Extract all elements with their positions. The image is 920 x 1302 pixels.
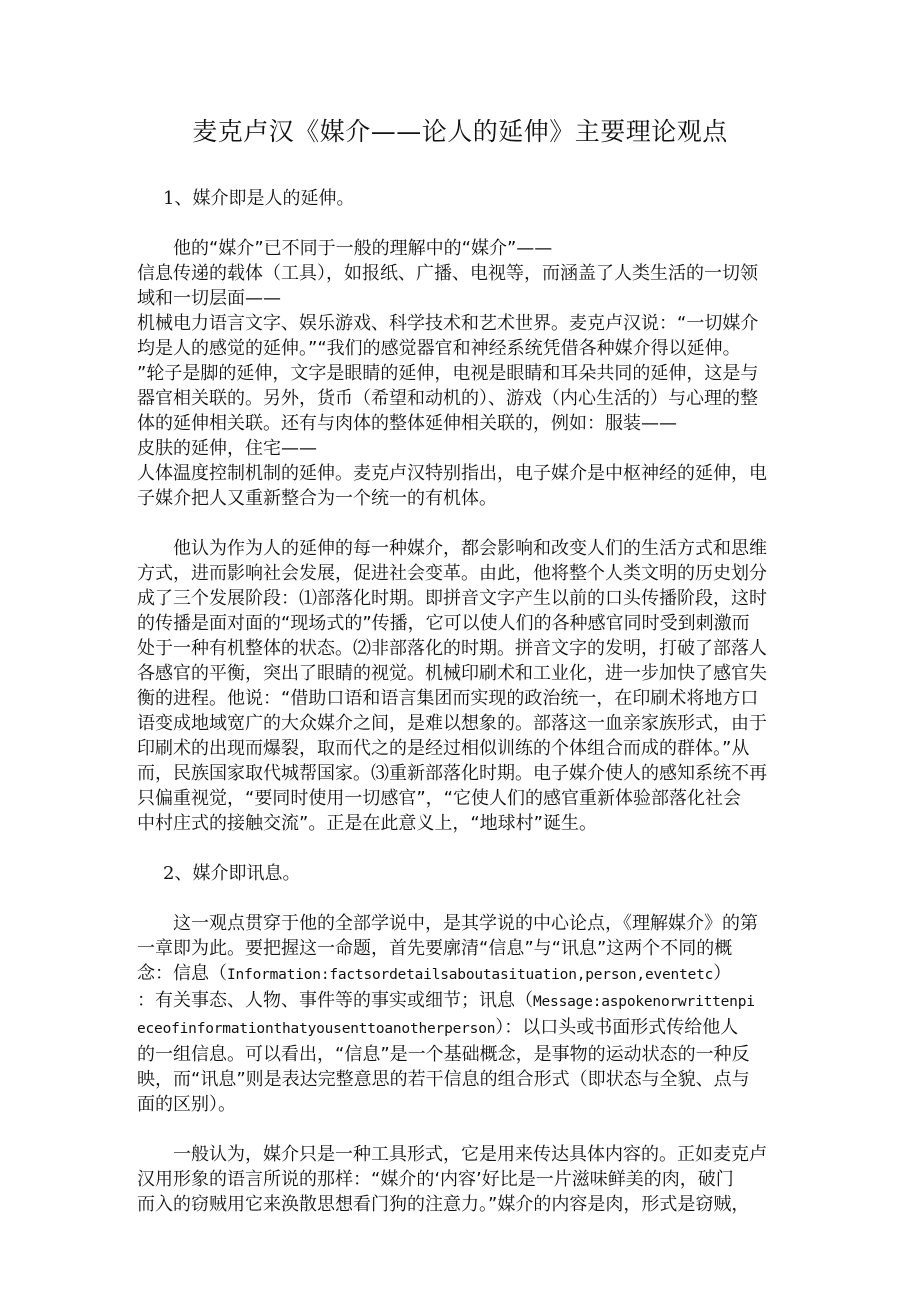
text-line: 一章即为此。要把握这一命题，首先要廓清“信息”与“讯息”这两个不同的概 xyxy=(137,938,733,959)
text-line: 映，而“讯息”则是表达完整意思的若干信息的组合形式（即状态与全貌、点与 xyxy=(137,1069,750,1090)
text-line: 的一组信息。可以看出，“信息”是一个基础概念，是事物的运动状态的一种反 xyxy=(137,1044,750,1065)
text-line: 一般认为，媒介只是一种工具形式，它是用来传达具体内容的。正如麦克卢 xyxy=(173,1144,767,1165)
text-line: 处于一种有机整体的状态。⑵非部落化的时期。拼音文字的发明，打破了部落人 xyxy=(137,638,767,659)
text-run: 念：信息（ xyxy=(137,963,227,984)
document-body xyxy=(137,186,785,1217)
text-line: 均是人的感觉的延伸。”“我们的感觉器官和神经系统凭借各种媒介得以延伸。 xyxy=(137,338,741,359)
text-line xyxy=(137,988,785,1015)
text-line: 域和一切层面—— xyxy=(137,288,281,309)
text-line: 方式，进而影响社会发展，促进社会变革。由此，他将整个人类文明的历史划分 xyxy=(137,563,767,584)
text-line: 信息传递的载体（工具），如报纸、广播、电视等，而涵盖了人类生活的一切领 xyxy=(137,263,758,284)
section-1-heading: 1、媒介即是人的延伸。 xyxy=(163,188,355,209)
text-line: 衡的进程。他说：“借助口语和语言集团而实现的政治统一，在印刷术将地方口 xyxy=(137,688,759,709)
text-line: 人体温度控制机制的延伸。麦克卢汉特别指出，电子媒介是中枢神经的延伸，电 xyxy=(137,463,767,484)
english-definition: Information:factsordetailsaboutasituation,person,eventetc xyxy=(227,967,714,983)
text-line xyxy=(137,1015,785,1042)
text-line: 印刷术的出现而爆裂，取而代之的是经过相似训练的个体组合而成的群体。”从 xyxy=(137,738,750,759)
text-line: ”轮子是脚的延伸，文字是眼睛的延伸，电视是眼睛和耳朵共同的延伸，这是与 xyxy=(137,363,759,384)
text-line: 体的延伸相关联。还有与肉体的整体延伸相关联的，例如：服装—— xyxy=(137,413,677,434)
text-run: ）：以口头或书面形式传给他人 xyxy=(495,1017,739,1038)
text-line: 子媒介把人又重新整合为一个统一的有机体。 xyxy=(137,488,497,509)
text-line: 而入的窃贼用它来涣散思想看门狗的注意力。”媒介的内容是肉，形式是窃贼， xyxy=(137,1194,750,1215)
text-line: 成了三个发展阶段：⑴部落化时期。即拼音文字产生以前的口头传播阶段，这时 xyxy=(137,588,767,609)
paragraph-gap xyxy=(137,211,785,236)
section-2-paragraph-2 xyxy=(137,1142,785,1217)
document-title: 麦克卢汉《媒介——论人的延伸》主要理论观点 xyxy=(192,117,728,146)
paragraph-gap xyxy=(137,511,785,536)
text-line: 中村庄式的接触交流”。正是在此意义上，“地球村”诞生。 xyxy=(137,813,597,834)
english-definition: eceofinformationthatyousenttoanotherperson xyxy=(137,1021,496,1037)
paragraph-gap xyxy=(137,836,785,861)
section-1-paragraph-1 xyxy=(137,236,785,511)
text-line: 汉用形象的语言所说的那样：“媒介的‘内容’好比是一片滋味鲜美的肉，破门 xyxy=(137,1169,734,1190)
paragraph-gap xyxy=(137,1117,785,1142)
text-line: 的传播是面对面的“现场式的”传播，它可以使人们的各种感官同时受到刺激而 xyxy=(137,613,750,634)
text-run: ：有关事态、人物、事件等的事实或细节；讯息（ xyxy=(137,990,533,1011)
paragraph-gap xyxy=(137,886,785,911)
section-1-paragraph-2 xyxy=(137,536,785,836)
english-definition: Message:aspokenorwrittenpi xyxy=(533,994,755,1010)
text-line: 只偏重视觉，“要同时使用一切感官”，“它使人们的感官重新体验部落化社会 xyxy=(137,788,741,809)
text-line: 机械电力语言文字、娱乐游戏、科学技术和艺术世界。麦克卢汉说：“一切媒介 xyxy=(137,313,759,334)
text-line: 皮肤的延伸，住宅—— xyxy=(137,438,317,459)
text-line: 他的“媒介”已不同于一般的理解中的“媒介”—— xyxy=(173,238,553,259)
text-line: 这一观点贯穿于他的全部学说中，是其学说的中心论点，《理解媒介》的第 xyxy=(173,913,758,934)
text-line xyxy=(137,961,785,988)
text-run: ） xyxy=(713,963,732,984)
text-line: 他认为作为人的延伸的每一种媒介，都会影响和改变人们的生活方式和思维 xyxy=(173,538,767,559)
text-line: 各感官的平衡，突出了眼睛的视觉。机械印刷术和工业化，进一步加快了感官失 xyxy=(137,663,767,684)
text-line: 而，民族国家取代城帮国家。⑶重新部落化时期。电子媒介使人的感知系统不再 xyxy=(137,763,767,784)
section-2-heading: 2、媒介即讯息。 xyxy=(163,863,301,884)
text-line: 面的区别）。 xyxy=(137,1094,236,1115)
text-line: 器官相关联的。另外，货币（希望和动机的）、游戏（内心生活的）与心理的整 xyxy=(137,388,758,409)
section-2-paragraph-1 xyxy=(137,911,785,1117)
text-line: 语变成地域宽广的大众媒介之间，是难以想象的。部落这一血亲家族形式，由于 xyxy=(137,713,767,734)
